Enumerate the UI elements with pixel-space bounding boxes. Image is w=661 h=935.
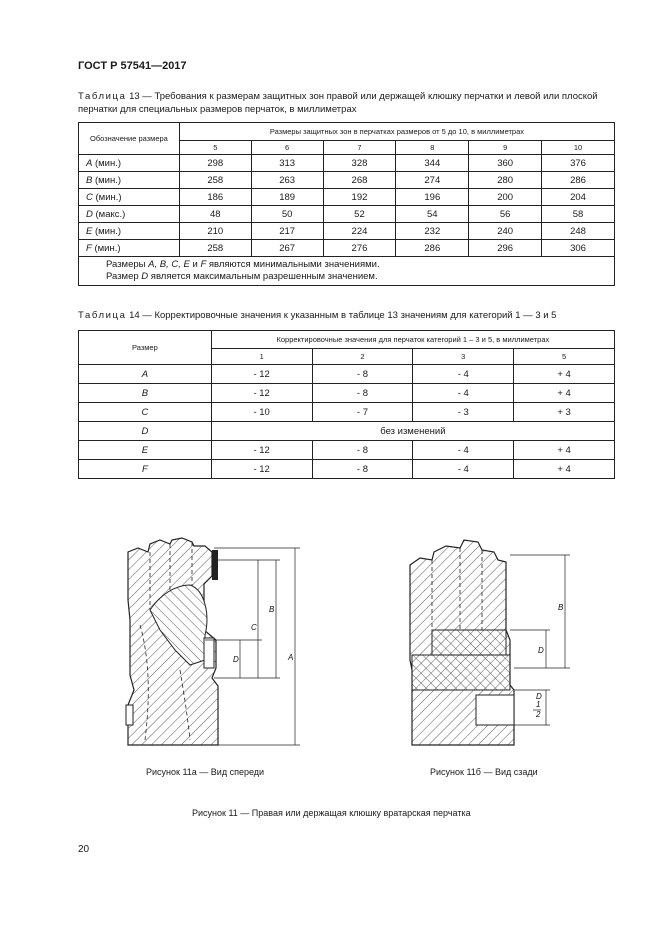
cell: - 4 <box>413 365 514 384</box>
cell: 52 <box>323 206 396 223</box>
cell: 200 <box>469 189 542 206</box>
row-label: B (мин.) <box>79 172 180 189</box>
table-row <box>79 422 615 441</box>
cell: - 4 <box>413 384 514 403</box>
cell: - 10 <box>211 403 312 422</box>
table13-note-2: Размер D является максимальным разрешенным значением. <box>106 271 378 282</box>
dim-label-half-num: 1 <box>536 700 541 709</box>
table13-group-header: Размеры защитных зон в перчатках размеров от 5 до 10, в миллиметрах <box>179 123 614 141</box>
cell: 286 <box>542 172 615 189</box>
figure-11b-caption: Рисунок 11б — Вид сзади <box>430 767 538 777</box>
cell: 224 <box>323 223 396 240</box>
cell: 376 <box>542 155 615 172</box>
cell: 54 <box>396 206 469 223</box>
table-row <box>79 172 615 189</box>
cell: - 12 <box>211 441 312 460</box>
cell: 50 <box>251 206 323 223</box>
glove-front-view <box>126 538 218 745</box>
cell: 210 <box>179 223 251 240</box>
row-label: E <box>79 441 212 460</box>
dim-label-b: B <box>269 605 275 614</box>
cell: - 8 <box>312 365 413 384</box>
cell: 274 <box>396 172 469 189</box>
table13-caption-label: Таблица <box>78 91 127 102</box>
cell: 280 <box>469 172 542 189</box>
table14-caption <box>78 310 615 322</box>
table13-col-header: Обозначение размера <box>79 123 180 155</box>
table13-size-5: 5 <box>179 141 251 155</box>
dim-label-d-front: D <box>233 655 239 664</box>
table13-caption-text: 13 — Требования к размерам защитных зон правой или держащей клюшку перчатки и левой или плоской перчатки для специальных размеров перчаток, в миллиметрах <box>78 91 598 115</box>
table13-caption <box>78 91 615 116</box>
cell: 217 <box>251 223 323 240</box>
table-row <box>79 403 615 422</box>
cell: - 12 <box>211 460 312 479</box>
table14-cat-1: 1 <box>211 349 312 365</box>
cell: 240 <box>469 223 542 240</box>
cell-merged: без изменений <box>211 422 614 441</box>
cell: 196 <box>396 189 469 206</box>
cell: 306 <box>542 240 615 257</box>
table13-note-1: Размеры A, B, C, E и F являются минимальными значениями. <box>106 259 380 270</box>
cell: 286 <box>396 240 469 257</box>
row-label: D (макс.) <box>79 206 180 223</box>
cell: 360 <box>469 155 542 172</box>
cell: 204 <box>542 189 615 206</box>
row-label: B <box>79 384 212 403</box>
table13-size-7: 7 <box>323 141 396 155</box>
dimension-lines-front <box>205 548 300 745</box>
cell: 276 <box>323 240 396 257</box>
figure-11-drawings <box>0 500 661 760</box>
table-row <box>79 384 615 403</box>
table-row <box>79 189 615 206</box>
cell: 328 <box>323 155 396 172</box>
row-label: D <box>79 422 212 441</box>
cell: + 4 <box>514 384 615 403</box>
table13-notes <box>79 257 615 286</box>
cell: 258 <box>179 240 251 257</box>
glove-back-view <box>410 540 514 745</box>
row-label: A (мин.) <box>79 155 180 172</box>
table13 <box>78 122 615 286</box>
dim-label-a: A <box>288 653 294 662</box>
cell: 58 <box>542 206 615 223</box>
dim-label-c: C <box>251 623 257 632</box>
cell: 258 <box>179 172 251 189</box>
table14-cat-3: 3 <box>413 349 514 365</box>
cell: 56 <box>469 206 542 223</box>
cell: - 12 <box>211 384 312 403</box>
cell: + 4 <box>514 441 615 460</box>
table14-cat-5: 5 <box>514 349 615 365</box>
cell: 48 <box>179 206 251 223</box>
cell: 232 <box>396 223 469 240</box>
cell: - 12 <box>211 365 312 384</box>
figure-11a-caption: Рисунок 11а — Вид спереди <box>146 767 265 777</box>
table-row <box>79 223 615 240</box>
cell: + 3 <box>514 403 615 422</box>
row-label: F (мин.) <box>79 240 180 257</box>
row-label: F <box>79 460 212 479</box>
cell: 192 <box>323 189 396 206</box>
table14-caption-label: Таблица <box>78 310 127 321</box>
cell: 267 <box>251 240 323 257</box>
cell: 313 <box>251 155 323 172</box>
figure-11-caption: Рисунок 11 — Правая или держащая клюшку вратарская перчатка <box>192 808 471 818</box>
document-header: ГОСТ Р 57541—2017 <box>78 60 187 72</box>
table14-caption-text: 14 — Корректировочные значения к указанным в таблице 13 значениям для категорий 1 — 3 и 5 <box>129 310 557 321</box>
cell: 189 <box>251 189 323 206</box>
row-label: E (мин.) <box>79 223 180 240</box>
cell: 296 <box>469 240 542 257</box>
cell: + 4 <box>514 365 615 384</box>
cell: - 4 <box>413 460 514 479</box>
table-row <box>79 206 615 223</box>
table14-col-header: Размер <box>79 331 212 365</box>
table13-size-9: 9 <box>469 141 542 155</box>
table13-size-10: 10 <box>542 141 615 155</box>
cell: - 4 <box>413 441 514 460</box>
table-row <box>79 365 615 384</box>
cell: 263 <box>251 172 323 189</box>
table-row <box>79 441 615 460</box>
table-row <box>79 460 615 479</box>
cell: 268 <box>323 172 396 189</box>
row-label: C <box>79 403 212 422</box>
cell: 186 <box>179 189 251 206</box>
dim-label-d-back: D <box>538 646 544 655</box>
cell: 298 <box>179 155 251 172</box>
cell: - 8 <box>312 441 413 460</box>
cell: 248 <box>542 223 615 240</box>
row-label: C (мин.) <box>79 189 180 206</box>
table14 <box>78 330 615 479</box>
cell: 344 <box>396 155 469 172</box>
cell: - 3 <box>413 403 514 422</box>
row-label: A <box>79 365 212 384</box>
table-row <box>79 240 615 257</box>
table-row <box>79 155 615 172</box>
dim-label-b-back: B <box>558 603 564 612</box>
table13-size-6: 6 <box>251 141 323 155</box>
cell: - 8 <box>312 460 413 479</box>
table14-group-header: Корректировочные значения для перчаток категорий 1 – 3 и 5, в миллиметрах <box>211 331 614 349</box>
table13-size-8: 8 <box>396 141 469 155</box>
page-number: 20 <box>78 844 90 855</box>
dim-label-half-d: D <box>536 692 542 701</box>
cell: - 8 <box>312 384 413 403</box>
cell: + 4 <box>514 460 615 479</box>
cell: - 7 <box>312 403 413 422</box>
table14-cat-2: 2 <box>312 349 413 365</box>
dim-label-half-den: 2 <box>536 710 541 719</box>
